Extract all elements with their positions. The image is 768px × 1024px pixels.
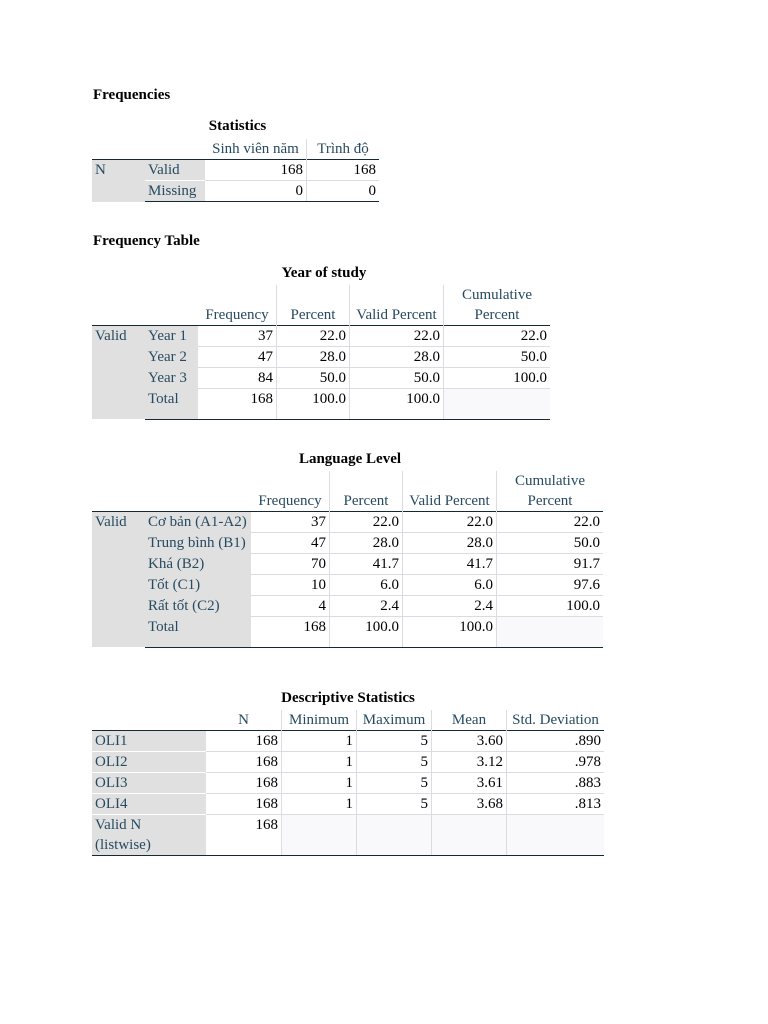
row-group-label: N bbox=[92, 160, 145, 202]
table-cell: 5 bbox=[357, 752, 432, 773]
table-cell-empty bbox=[432, 815, 507, 856]
table-cell: 47 bbox=[251, 533, 330, 554]
table-cell: 1 bbox=[282, 731, 357, 752]
table-cell: 22.0 bbox=[350, 326, 444, 347]
table-cell: 100.0 bbox=[497, 596, 604, 617]
row-group-label: Valid bbox=[92, 512, 145, 648]
col-header: Minimum bbox=[282, 710, 357, 731]
row-label: OLI1 bbox=[92, 731, 206, 752]
table-cell: 28.0 bbox=[277, 347, 350, 368]
table-cell: 47 bbox=[198, 347, 277, 368]
table-cell: 4 bbox=[251, 596, 330, 617]
col-header: Valid Percent bbox=[350, 305, 444, 326]
row-label: Year 2 bbox=[145, 347, 198, 368]
language-level-table bbox=[92, 471, 603, 648]
table-cell: .813 bbox=[507, 794, 605, 815]
table-cell: 41.7 bbox=[403, 554, 497, 575]
table-cell-empty bbox=[282, 815, 357, 856]
table-cell: 3.60 bbox=[432, 731, 507, 752]
table-cell bbox=[444, 389, 551, 420]
table-cell: 84 bbox=[198, 368, 277, 389]
table-cell: 100.0 bbox=[403, 617, 497, 648]
col-header: Percent bbox=[444, 305, 551, 326]
table-cell: 5 bbox=[357, 731, 432, 752]
table-cell: 2.4 bbox=[330, 596, 403, 617]
table-cell: 100.0 bbox=[350, 389, 444, 420]
col-header: N bbox=[238, 712, 249, 728]
row-label: Rất tốt (C2) bbox=[145, 596, 251, 617]
valid-n-line-2: (listwise) bbox=[95, 837, 151, 853]
table-cell: 28.0 bbox=[350, 347, 444, 368]
table-cell bbox=[497, 617, 604, 648]
statistics-title: Statistics bbox=[208, 118, 267, 134]
table-cell: 50.0 bbox=[277, 368, 350, 389]
table-cell: 22.0 bbox=[330, 512, 403, 533]
row-label: Year 1 bbox=[145, 326, 198, 347]
year-of-study-table bbox=[92, 285, 550, 420]
table-cell: 1 bbox=[282, 794, 357, 815]
table-cell: 37 bbox=[251, 512, 330, 533]
col-header: Frequency bbox=[258, 493, 322, 509]
table-cell: 22.0 bbox=[277, 326, 350, 347]
table-cell: 100.0 bbox=[444, 368, 551, 389]
table-cell-empty bbox=[357, 815, 432, 856]
table-cell: 3.68 bbox=[432, 794, 507, 815]
table-cell: 22.0 bbox=[444, 326, 551, 347]
row-label: OLI4 bbox=[92, 794, 206, 815]
col-header: Std. Deviation bbox=[507, 710, 605, 731]
table-cell: 91.7 bbox=[497, 554, 604, 575]
table-cell: 168 bbox=[206, 773, 282, 794]
table-cell: .883 bbox=[507, 773, 605, 794]
table-cell: 168 bbox=[206, 731, 282, 752]
table-cell: 6.0 bbox=[403, 575, 497, 596]
table-cell: 3.12 bbox=[432, 752, 507, 773]
col-header: Valid Percent bbox=[403, 491, 497, 512]
table-cell: 97.6 bbox=[497, 575, 604, 596]
table-cell: 50.0 bbox=[497, 533, 604, 554]
table-cell: 37 bbox=[198, 326, 277, 347]
row-label: Missing bbox=[145, 181, 205, 202]
col-header: Trình độ bbox=[307, 139, 380, 160]
table-cell: 1 bbox=[282, 752, 357, 773]
table-cell: 5 bbox=[357, 773, 432, 794]
row-label: Valid bbox=[145, 160, 205, 181]
table-cell: 0 bbox=[205, 181, 307, 202]
col-header: Percent bbox=[277, 305, 350, 326]
table-cell: 22.0 bbox=[403, 512, 497, 533]
table-cell: 2.4 bbox=[403, 596, 497, 617]
table-cell: .890 bbox=[507, 731, 605, 752]
table-cell: 22.0 bbox=[497, 512, 604, 533]
row-label: Year 3 bbox=[145, 368, 198, 389]
table-cell: 41.7 bbox=[330, 554, 403, 575]
row-label-valid-n bbox=[92, 815, 206, 856]
table-cell: 5 bbox=[357, 794, 432, 815]
table-cell: 50.0 bbox=[350, 368, 444, 389]
frequency-table-heading: Frequency Table bbox=[93, 233, 200, 249]
descriptive-statistics-table bbox=[92, 710, 604, 856]
table-cell: 168 bbox=[206, 752, 282, 773]
row-label: Tốt (C1) bbox=[145, 575, 251, 596]
row-group-label: Valid bbox=[92, 326, 145, 420]
table-cell: 168 bbox=[205, 160, 307, 181]
frequencies-heading: Frequencies bbox=[93, 87, 171, 103]
row-label: OLI3 bbox=[92, 773, 206, 794]
table-cell: 6.0 bbox=[330, 575, 403, 596]
col-header: Mean bbox=[432, 710, 507, 731]
col-header: Cumulative bbox=[497, 471, 604, 491]
table-cell: 168 bbox=[198, 389, 277, 420]
table-cell: 10 bbox=[251, 575, 330, 596]
table-cell: 70 bbox=[251, 554, 330, 575]
table-cell: 168 bbox=[206, 794, 282, 815]
table-cell: 3.61 bbox=[432, 773, 507, 794]
row-label: Khá (B2) bbox=[145, 554, 251, 575]
table-cell: 100.0 bbox=[277, 389, 350, 420]
table-cell: 100.0 bbox=[330, 617, 403, 648]
table-cell: .978 bbox=[507, 752, 605, 773]
table-cell: 1 bbox=[282, 773, 357, 794]
table-cell: 168 bbox=[251, 617, 330, 648]
col-header: Maximum bbox=[357, 710, 432, 731]
col-header: Cumulative bbox=[444, 285, 551, 305]
valid-n-line-1: Valid N bbox=[95, 817, 142, 833]
col-header: Percent bbox=[330, 491, 403, 512]
col-header: Frequency bbox=[205, 307, 269, 323]
row-label: Total bbox=[145, 389, 198, 420]
table-cell: 0 bbox=[307, 181, 380, 202]
descriptive-statistics-title: Descriptive Statistics bbox=[281, 690, 415, 706]
table-cell: 50.0 bbox=[444, 347, 551, 368]
col-header: Percent bbox=[497, 491, 604, 512]
language-level-title: Language Level bbox=[298, 451, 402, 467]
year-of-study-title: Year of study bbox=[281, 265, 367, 281]
table-cell: 168 bbox=[307, 160, 380, 181]
col-header: Sinh viên năm bbox=[212, 141, 299, 157]
row-label: Total bbox=[145, 617, 251, 648]
row-label: OLI2 bbox=[92, 752, 206, 773]
row-label: Cơ bản (A1-A2) bbox=[145, 512, 251, 533]
row-label: Trung bình (B1) bbox=[145, 533, 251, 554]
table-cell-empty bbox=[507, 815, 605, 856]
table-cell: 28.0 bbox=[403, 533, 497, 554]
table-cell: 168 bbox=[206, 815, 282, 856]
statistics-table bbox=[92, 139, 379, 202]
table-cell: 28.0 bbox=[330, 533, 403, 554]
